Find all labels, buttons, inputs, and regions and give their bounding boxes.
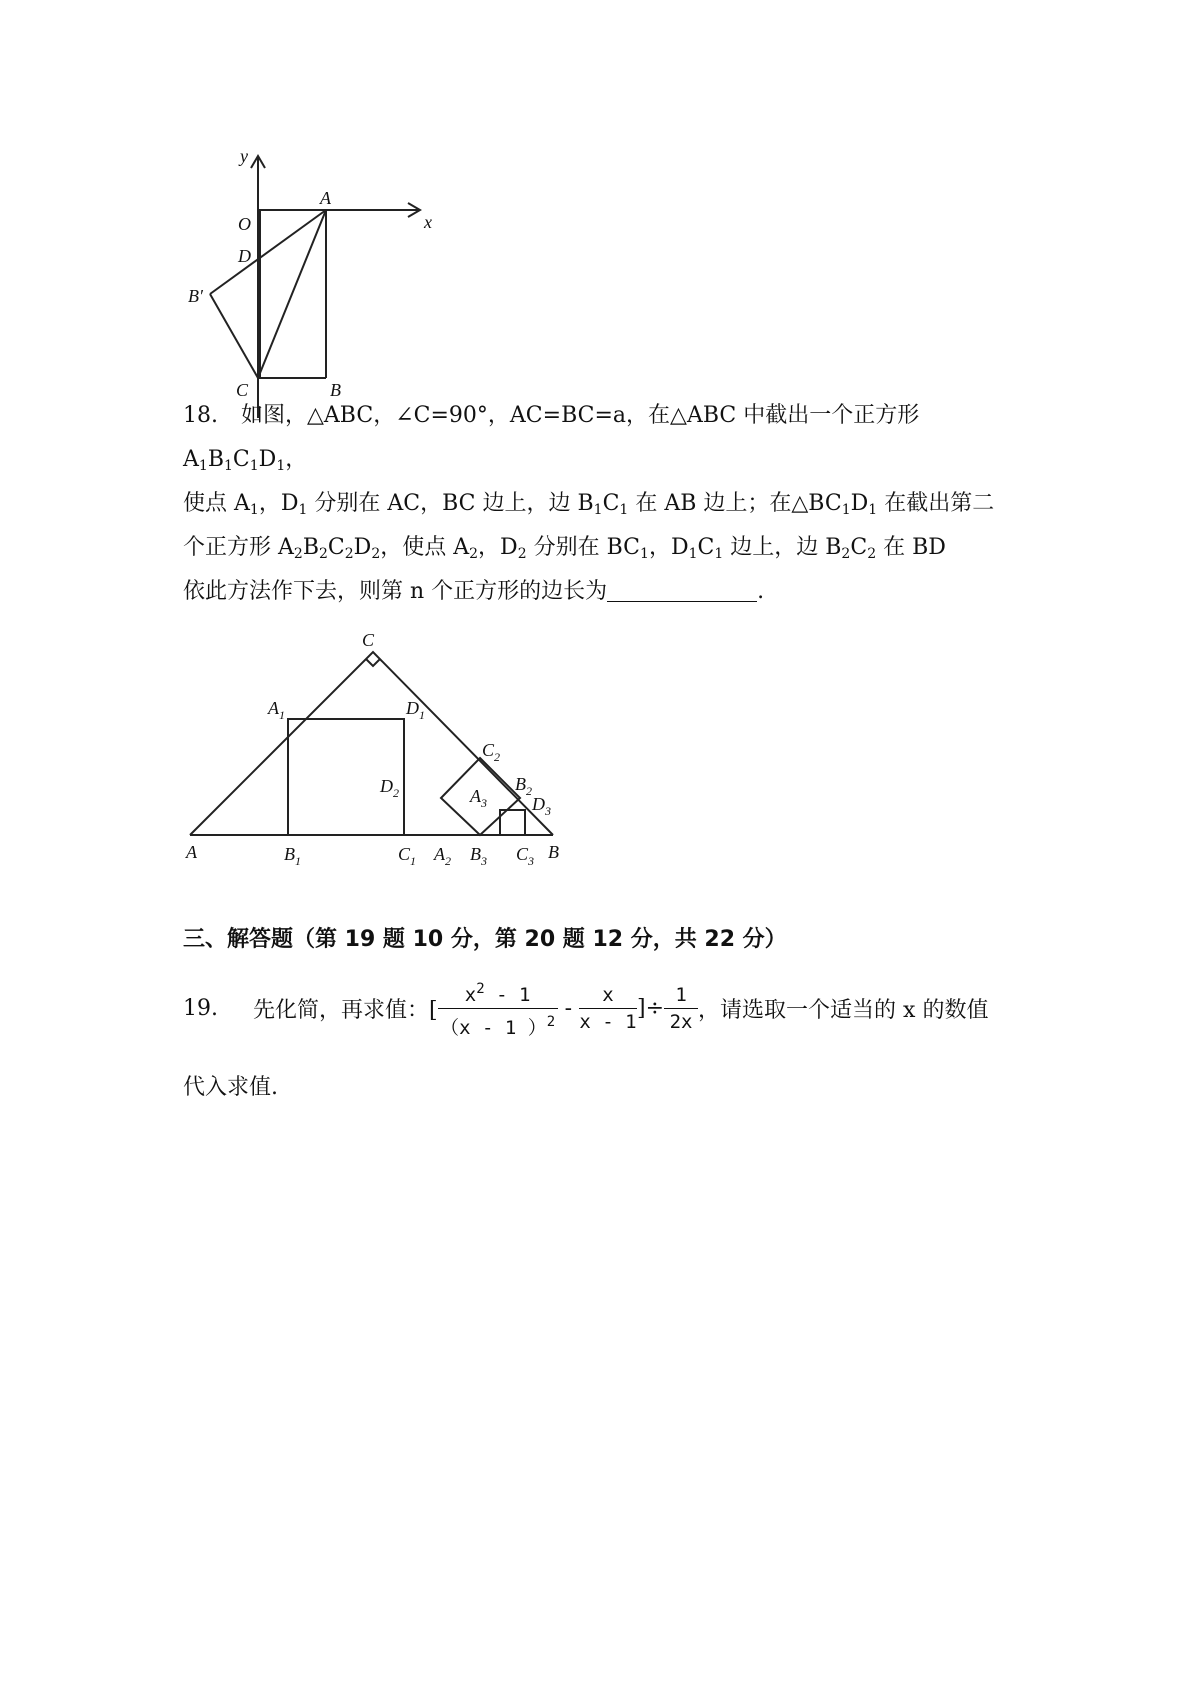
figure-nested-squares [180, 630, 580, 870]
q18-line-1: 18. 如图，△ABC，∠C=90°，AC=BC=a，在△ABC 中截出一个正方形 $A_1B_1C_1D_1$， [183, 394, 1043, 482]
q18-line-3: 个正方形 $A_2B_2C_2D_2$，使点 $A_2$，$D_2$ 分别在 $BC_1$，$D_1C_1$ 边上，边 $B_2C_2$ 在 BD [183, 535, 946, 562]
label-B1: $B_1$ [284, 844, 301, 868]
section-heading: 三、解答题（第 19 题 10 分，第 20 题 12 分，共 22 分） [183, 927, 787, 952]
segment-Bprime-C [210, 294, 258, 378]
nested-squares-svg [180, 630, 580, 870]
label-B-prime: B′ [188, 286, 203, 306]
label-A: A [320, 188, 331, 208]
fraction-2: $\frac{x}{x - 1}$ [579, 984, 637, 1033]
q18-line-4: 依此方法作下去，则第 n 个正方形的边长为 . [183, 579, 765, 604]
question-19 [183, 976, 988, 1041]
label-C: C [362, 630, 375, 650]
q18-text-1: 如图，△ABC，∠C=90°，AC=BC=a，在△ABC 中截出一个正方形 A [183, 403, 920, 472]
label-B3: $B_3$ [470, 844, 487, 868]
label-C: C [236, 380, 249, 400]
q19-tail: 代入求值. [183, 1075, 278, 1100]
q18-line-2: 使点 $A_1$，$D_1$ 分别在 AC，BC 边上，边 $B_1C_1$ 在 AB 边上；在$\triangle BC_1D_1$ 在截出第二 [183, 491, 995, 518]
label-y: y [240, 150, 248, 166]
label-D: D [238, 246, 251, 266]
label-C1: $C_1$ [398, 844, 417, 868]
question-18 [183, 394, 1043, 614]
label-D3: $D_3$ [532, 794, 551, 818]
coordinate-diagram-svg [180, 150, 440, 430]
q19-suffix: ，请选取一个适当的 x 的数值 [698, 998, 989, 1023]
label-B: B [548, 842, 559, 862]
label-C3: $C_3$ [516, 844, 535, 868]
label-A2: $A_2$ [434, 844, 451, 868]
label-D1: $D_1$ [406, 698, 425, 722]
question-number: 19. [183, 996, 218, 1021]
fraction-3: $\frac{1}{2x}$ [664, 982, 698, 1035]
question-number: 18. [183, 403, 218, 428]
label-B: B [330, 380, 341, 400]
label-B2: $B_2$ [515, 774, 532, 798]
answer-blank[interactable] [607, 579, 757, 602]
label-A1: $A_1$ [268, 698, 285, 722]
q19-prefix: 先化简，再求值：[ [253, 998, 438, 1023]
label-C2: $C_2$ [482, 740, 501, 764]
figure-coordinate-diagram [180, 150, 440, 430]
right-angle-mark [366, 659, 380, 666]
bracket-divide: ]÷ [637, 996, 665, 1021]
label-D2: $D_2$ [380, 776, 399, 800]
triangle-ABC [190, 652, 553, 835]
minus-sign: - [557, 996, 580, 1021]
fraction-1: $\frac{x^2 - 1}{(x - 1 )^2}$ [438, 976, 558, 1041]
label-A: A [186, 842, 197, 862]
label-A3: $A_3$ [470, 786, 487, 810]
label-x: x [424, 212, 432, 232]
label-O: O [238, 214, 251, 234]
